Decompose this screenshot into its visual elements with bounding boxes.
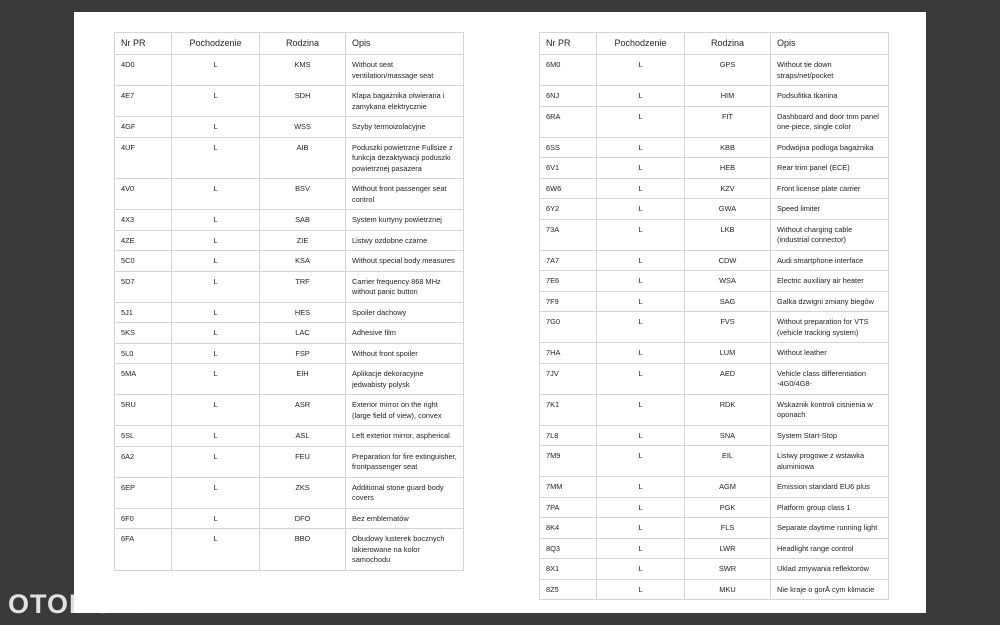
table-row (540, 518, 889, 539)
cell-nr-pr: 7L8 (540, 425, 597, 446)
cell-nr-pr: 8Q3 (540, 538, 597, 559)
cell-nr-pr: 8K4 (540, 518, 597, 539)
cell-rodzina: SAB (260, 210, 346, 231)
cell-rodzina: PGK (685, 497, 771, 518)
cell-nr-pr: 5KS (115, 323, 172, 344)
cell-nr-pr: 5SL (115, 426, 172, 447)
table-row (540, 178, 889, 199)
cell-opis: Listwy ozdobne czarne (346, 230, 464, 251)
table-row (115, 364, 464, 395)
cell-pochodzenie: L (172, 179, 260, 210)
equipment-table-right (539, 32, 889, 600)
cell-rodzina: FLS (685, 518, 771, 539)
cell-rodzina: GWA (685, 199, 771, 220)
cell-rodzina: LUM (685, 343, 771, 364)
cell-rodzina: KBB (685, 137, 771, 158)
table-row (115, 271, 464, 302)
cell-pochodzenie: L (172, 251, 260, 272)
cell-nr-pr: 7E6 (540, 271, 597, 292)
cell-rodzina: EIH (260, 364, 346, 395)
cell-pochodzenie: L (597, 178, 685, 199)
cell-pochodzenie: L (172, 302, 260, 323)
cell-pochodzenie: L (597, 425, 685, 446)
table-row (540, 312, 889, 343)
cell-opis: Poduszki powietrzne Fullsize z funkcja dezaktywacji poduszki powietrznej pasazera (346, 137, 464, 179)
table-row (115, 323, 464, 344)
cell-pochodzenie: L (172, 446, 260, 477)
cell-nr-pr: 7K1 (540, 394, 597, 425)
cell-pochodzenie: L (597, 477, 685, 498)
cell-nr-pr: 5RU (115, 395, 172, 426)
header-rodzina: Rodzina (685, 33, 771, 55)
cell-pochodzenie: L (597, 106, 685, 137)
cell-rodzina: KZV (685, 178, 771, 199)
table-row (540, 538, 889, 559)
cell-nr-pr: 5L0 (115, 343, 172, 364)
cell-opis: System kurtyny powietrznej (346, 210, 464, 231)
table-row (540, 425, 889, 446)
cell-rodzina: WSS (260, 117, 346, 138)
table-row (540, 579, 889, 600)
table-row (115, 302, 464, 323)
table-row (540, 250, 889, 271)
cell-nr-pr: 6EP (115, 477, 172, 508)
cell-rodzina: AIB (260, 137, 346, 179)
cell-nr-pr: 6V1 (540, 158, 597, 179)
equipment-table-left (114, 32, 464, 571)
cell-pochodzenie: L (597, 158, 685, 179)
table-row (540, 497, 889, 518)
cell-pochodzenie: L (597, 312, 685, 343)
cell-rodzina: AED (685, 363, 771, 394)
cell-pochodzenie: L (597, 394, 685, 425)
cell-nr-pr: 7G0 (540, 312, 597, 343)
table-body-right (540, 55, 889, 600)
cell-rodzina: LWR (685, 538, 771, 559)
cell-opis: Rear trim panel (ECE) (771, 158, 889, 179)
table-row (540, 55, 889, 86)
table-row (540, 199, 889, 220)
cell-opis: Uklad zmywania reflektorów (771, 559, 889, 580)
cell-rodzina: SNA (685, 425, 771, 446)
table-header-row (540, 33, 889, 55)
cell-opis: Additional stone guard body covers (346, 477, 464, 508)
cell-opis: Preparation for fire extinguisher, frontpassenger seat (346, 446, 464, 477)
cell-rodzina: SAG (685, 291, 771, 312)
cell-opis: Spoiler dachowy (346, 302, 464, 323)
cell-rodzina: FVS (685, 312, 771, 343)
cell-opis: System Start-Stop (771, 425, 889, 446)
cell-pochodzenie: L (597, 343, 685, 364)
table-row (115, 529, 464, 571)
cell-opis: Front license plate carrier (771, 178, 889, 199)
cell-nr-pr: 8Z5 (540, 579, 597, 600)
cell-pochodzenie: L (172, 271, 260, 302)
document-page (74, 12, 926, 613)
header-pochodzenie: Pochodzenie (597, 33, 685, 55)
cell-opis: Podwójna podloga bagażnika (771, 137, 889, 158)
cell-rodzina: BSV (260, 179, 346, 210)
cell-nr-pr: 6F0 (115, 508, 172, 529)
cell-nr-pr: 4ZE (115, 230, 172, 251)
table-row (115, 179, 464, 210)
cell-rodzina: RDK (685, 394, 771, 425)
cell-pochodzenie: L (172, 477, 260, 508)
cell-rodzina: LAC (260, 323, 346, 344)
cell-pochodzenie: L (597, 55, 685, 86)
watermark-faint: TO (114, 589, 154, 619)
table-row (540, 106, 889, 137)
cell-opis: Nie kraje o gorĂ cym klimacie (771, 579, 889, 600)
cell-rodzina: ZKS (260, 477, 346, 508)
cell-nr-pr: 6NJ (540, 86, 597, 107)
table-row (115, 446, 464, 477)
cell-opis: Exterior mirror on the right (large field of view), convex (346, 395, 464, 426)
cell-pochodzenie: L (597, 363, 685, 394)
cell-opis: Carrier frequency 868 MHz without panic button (346, 271, 464, 302)
cell-opis: Szyby termoizolacyjne (346, 117, 464, 138)
table-row (115, 117, 464, 138)
cell-opis: Electric auxiliary air heater (771, 271, 889, 292)
table-row (115, 477, 464, 508)
otomoto-watermark-logo (8, 589, 154, 620)
cell-pochodzenie: L (172, 426, 260, 447)
header-pochodzenie: Pochodzenie (172, 33, 260, 55)
cell-nr-pr: 5C0 (115, 251, 172, 272)
table-header-row (115, 33, 464, 55)
cell-nr-pr: 4UF (115, 137, 172, 179)
table-body-left (115, 55, 464, 571)
cell-nr-pr: 7M9 (540, 446, 597, 477)
cell-opis: Without leather (771, 343, 889, 364)
cell-pochodzenie: L (172, 343, 260, 364)
cell-rodzina: FSP (260, 343, 346, 364)
cell-pochodzenie: L (172, 529, 260, 571)
cell-opis: Obudowy lusterek bocznych lakierowane na kolor samochodu (346, 529, 464, 571)
cell-nr-pr: 6A2 (115, 446, 172, 477)
table-row (540, 343, 889, 364)
table-row (115, 343, 464, 364)
cell-pochodzenie: L (597, 538, 685, 559)
cell-rodzina: KMS (260, 55, 346, 86)
cell-opis: Without charging cable (industrial connector) (771, 219, 889, 250)
cell-opis: Without preparation for VTS (vehicle tracking system) (771, 312, 889, 343)
cell-opis: Without tie down straps/net/pocket (771, 55, 889, 86)
cell-pochodzenie: L (597, 137, 685, 158)
header-opis: Opis (346, 33, 464, 55)
cell-pochodzenie: L (172, 230, 260, 251)
cell-opis: Speed limiter (771, 199, 889, 220)
cell-pochodzenie: L (597, 291, 685, 312)
cell-rodzina: ASL (260, 426, 346, 447)
table-row (540, 137, 889, 158)
table-row (115, 55, 464, 86)
cell-opis: Without seat ventilation/massage seat (346, 55, 464, 86)
table-row (115, 426, 464, 447)
cell-rodzina: SWR (685, 559, 771, 580)
cell-nr-pr: 8X1 (540, 559, 597, 580)
cell-rodzina: DFO (260, 508, 346, 529)
watermark-strong: OTOMO (8, 589, 115, 619)
table-row (540, 219, 889, 250)
cell-opis: Adhesive film (346, 323, 464, 344)
header-nr-pr: Nr PR (115, 33, 172, 55)
cell-nr-pr: 7PA (540, 497, 597, 518)
cell-pochodzenie: L (172, 364, 260, 395)
cell-nr-pr: 6SS (540, 137, 597, 158)
cell-opis: Separate daytime running light (771, 518, 889, 539)
header-opis: Opis (771, 33, 889, 55)
cell-opis: Audi smartphone interface (771, 250, 889, 271)
table-row (540, 394, 889, 425)
cell-opis: Emission standard EU6 plus (771, 477, 889, 498)
cell-rodzina: ZIE (260, 230, 346, 251)
cell-pochodzenie: L (597, 518, 685, 539)
cell-pochodzenie: L (172, 86, 260, 117)
cell-opis: Without special body measures (346, 251, 464, 272)
cell-pochodzenie: L (597, 271, 685, 292)
header-nr-pr: Nr PR (540, 33, 597, 55)
cell-nr-pr: 7JV (540, 363, 597, 394)
cell-pochodzenie: L (597, 219, 685, 250)
cell-rodzina: FEU (260, 446, 346, 477)
cell-nr-pr: 7A7 (540, 250, 597, 271)
table-row (115, 251, 464, 272)
cell-nr-pr: 5D7 (115, 271, 172, 302)
table-row (540, 291, 889, 312)
cell-nr-pr: 5MA (115, 364, 172, 395)
cell-opis: Vehicle class differentiation -4G0/4G8- (771, 363, 889, 394)
cell-pochodzenie: L (597, 446, 685, 477)
cell-pochodzenie: L (172, 508, 260, 529)
cell-opis: Dashboard and door trim panel one-piece, single color (771, 106, 889, 137)
cell-opis: Listwy progowe z wstawka aluminiowa (771, 446, 889, 477)
cell-rodzina: BBO (260, 529, 346, 571)
cell-pochodzenie: L (597, 559, 685, 580)
cell-opis: Without front passenger seat control (346, 179, 464, 210)
table-row (540, 86, 889, 107)
table-row (540, 446, 889, 477)
cell-pochodzenie: L (172, 55, 260, 86)
cell-pochodzenie: L (172, 117, 260, 138)
table-row (115, 210, 464, 231)
cell-opis: Galka dzwigni zmiany biegów (771, 291, 889, 312)
cell-rodzina: FIT (685, 106, 771, 137)
cell-opis: Without front spoiler (346, 343, 464, 364)
cell-opis: Platform group class 1 (771, 497, 889, 518)
cell-nr-pr: 4V0 (115, 179, 172, 210)
cell-rodzina: WSA (685, 271, 771, 292)
cell-rodzina: SDH (260, 86, 346, 117)
cell-nr-pr: 7MM (540, 477, 597, 498)
table-row (540, 363, 889, 394)
cell-opis: Bez emblematów (346, 508, 464, 529)
cell-nr-pr: 5J1 (115, 302, 172, 323)
cell-opis: Podsufitka tkanina (771, 86, 889, 107)
cell-rodzina: GPS (685, 55, 771, 86)
cell-pochodzenie: L (172, 395, 260, 426)
table-row (115, 86, 464, 117)
cell-pochodzenie: L (172, 323, 260, 344)
cell-rodzina: KSA (260, 251, 346, 272)
cell-nr-pr: 6W6 (540, 178, 597, 199)
table-row (540, 158, 889, 179)
table-row (115, 395, 464, 426)
cell-rodzina: LKB (685, 219, 771, 250)
cell-opis: Klapa bagażnika otwierana i zamykana elektrycznie (346, 86, 464, 117)
cell-nr-pr: 6FA (115, 529, 172, 571)
cell-pochodzenie: L (597, 199, 685, 220)
cell-pochodzenie: L (172, 210, 260, 231)
cell-pochodzenie: L (597, 579, 685, 600)
cell-rodzina: CDW (685, 250, 771, 271)
table-row (540, 477, 889, 498)
cell-nr-pr: 4E7 (115, 86, 172, 117)
cell-nr-pr: 6M0 (540, 55, 597, 86)
table-row (115, 508, 464, 529)
cell-pochodzenie: L (597, 497, 685, 518)
cell-pochodzenie: L (597, 250, 685, 271)
cell-nr-pr: 4D0 (115, 55, 172, 86)
cell-rodzina: TRF (260, 271, 346, 302)
cell-opis: Aplikacje dekoracyjne jedwabisty polysk (346, 364, 464, 395)
cell-nr-pr: 4X3 (115, 210, 172, 231)
cell-nr-pr: 73A (540, 219, 597, 250)
cell-opis: Wskaznik kontroli cisnienia w oponach (771, 394, 889, 425)
cell-rodzina: HES (260, 302, 346, 323)
cell-rodzina: HEB (685, 158, 771, 179)
header-rodzina: Rodzina (260, 33, 346, 55)
cell-rodzina: ASR (260, 395, 346, 426)
table-row (540, 271, 889, 292)
table-row (115, 137, 464, 179)
table-row (540, 559, 889, 580)
cell-nr-pr: 6RA (540, 106, 597, 137)
cell-nr-pr: 4GF (115, 117, 172, 138)
cell-pochodzenie: L (597, 86, 685, 107)
cell-rodzina: AGM (685, 477, 771, 498)
cell-nr-pr: 7F9 (540, 291, 597, 312)
cell-rodzina: HIM (685, 86, 771, 107)
cell-opis: Left exterior mirror, aspherical (346, 426, 464, 447)
cell-pochodzenie: L (172, 137, 260, 179)
cell-opis: Headlight range control (771, 538, 889, 559)
cell-nr-pr: 7HA (540, 343, 597, 364)
cell-rodzina: EIL (685, 446, 771, 477)
cell-nr-pr: 6Y2 (540, 199, 597, 220)
cell-rodzina: MKU (685, 579, 771, 600)
table-row (115, 230, 464, 251)
